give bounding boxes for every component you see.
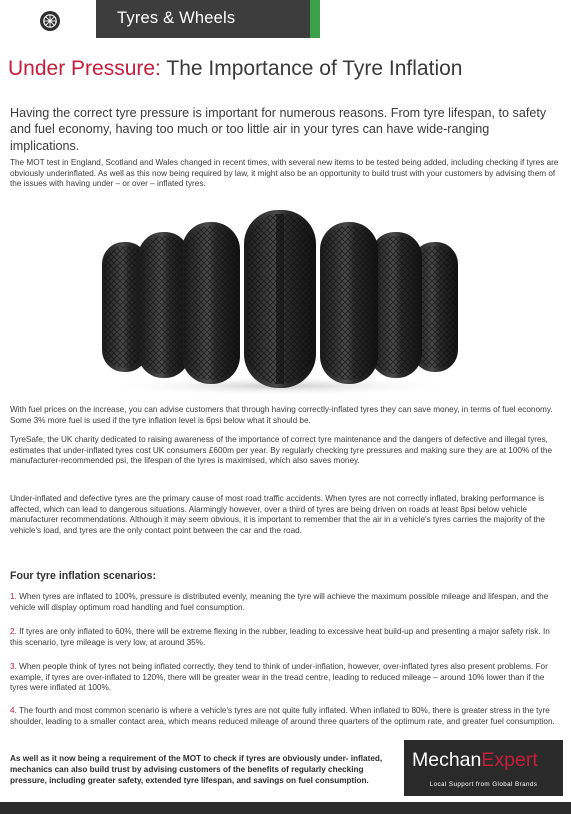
scenario-item — [10, 627, 562, 648]
header-accent-stripe — [310, 0, 320, 38]
scenario-text: When tyres are inflated to 100%, pressure is distributed evenly, meaning the tyre will achieve the maximum possible mileage and lifespan, and the vehicle will display optimum road handling and fuel consumption. — [10, 592, 549, 612]
scenario-item — [10, 706, 562, 727]
scenario-item — [10, 592, 562, 613]
brand-name-part2: Expert — [481, 749, 538, 771]
article-title-accent: Under Pressure: — [8, 57, 161, 80]
brand-name-part1: Mechan — [412, 749, 482, 771]
article-title — [8, 57, 462, 81]
scenario-number: 3. — [10, 662, 17, 671]
header-divider — [320, 0, 324, 38]
wheel-icon — [40, 11, 60, 31]
scenarios-heading: Four tyre inflation scenarios: — [10, 570, 156, 582]
scenario-text: When people think of tyres not being inflated correctly, they tend to think of under-inflation, however, over-inflated tyres also present problems. For example, if tyres are over-inflated to 120%, there will be greater wear in the tread centre, leading to reduced mileage – around 10% lower than if the tyres were inflated at 100%. — [10, 662, 548, 693]
footer-bar — [0, 802, 571, 814]
closing-paragraph: As well as it now being a requirement of the MOT to check if tyres are obviously under- inflated, mechanics can also build trust by advising customers of the benefits of regularly checking pressure, including greater safety, extended tyre lifespan, and savings on fuel consumption. — [10, 754, 383, 785]
brand-name — [412, 749, 538, 772]
scenario-text: The fourth and most common scenario is where a vehicle's tyres are not quite fully inflated. When inflated to 80%, there is greater stress in the tyre shoulder, leading to a smaller contact area, which means reduced mileage of around three quarters of the optimum rate, and greater fuel consumption. — [10, 706, 555, 726]
article-paragraph: With fuel prices on the increase, you can advise customers that through having correctly-inflated tyres they can save money, in terms of fuel economy. Some 3% more fuel is used if the tyre inflation level is 6psi below what it should be. — [10, 405, 553, 425]
scenario-number: 1. — [10, 592, 17, 601]
scenario-number: 2. — [10, 627, 17, 636]
scenario-text: If tyres are only inflated to 60%, there will be extreme flexing in the rubber, leading to excessive heat build-up and presenting a major safety risk. In this scenario, tyre mileage is very low, at around 35%. — [10, 627, 550, 647]
article-lead: Having the correct tyre pressure is important for numerous reasons. From tyre lifespan, to safety and fuel economy, having too much or too little air in your tyres can have wide-ranging implications. — [10, 106, 547, 153]
brand-logo — [404, 740, 563, 796]
scenario-item — [10, 662, 562, 694]
article-paragraph: TyreSafe, the UK charity dedicated to raising awareness of the importance of correct tyre maintenance and the dangers of defective and illegal tyres, estimates that under-inflated tyres cost UK consumers £600m per year. By regularly checking tyre pressures and making sure they are at 100% of the manufacturer-recommended psi, the lifespan of the tyres is maximised, which also saves money. — [10, 435, 553, 466]
article-title-rest: The Importance of Tyre Inflation — [160, 57, 463, 80]
article-paragraph: The MOT test in England, Scotland and Wales changed in recent times, with several new items to be tested being added, including checking if tyres are obviously underinflated. As well as this now being required by law, it might also be an opportunity to build trust with your customers by advising them of the issues with having under – or over – inflated tyres. — [10, 158, 559, 189]
scenario-number: 4. — [10, 706, 17, 715]
article-paragraph: Under-inflated and defective tyres are the primary cause of most road traffic accidents. When tyres are not correctly inflated, braking performance is affected, which can lead to dangerous situations. Alarmingly however, over a third of tyres are being driven on roads at least 8psi below vehicle manufacturer recommendations. Although it may seem obvious, it is important to remember that the air in a vehicle's tyres carries the majority of the vehicle's load, and tyres are the only contact point between the car and the road. — [10, 494, 545, 535]
brand-tagline: Local Support from Global Brands — [429, 781, 538, 788]
tyres-image — [90, 200, 470, 405]
section-title: Tyres & Wheels — [117, 9, 236, 27]
